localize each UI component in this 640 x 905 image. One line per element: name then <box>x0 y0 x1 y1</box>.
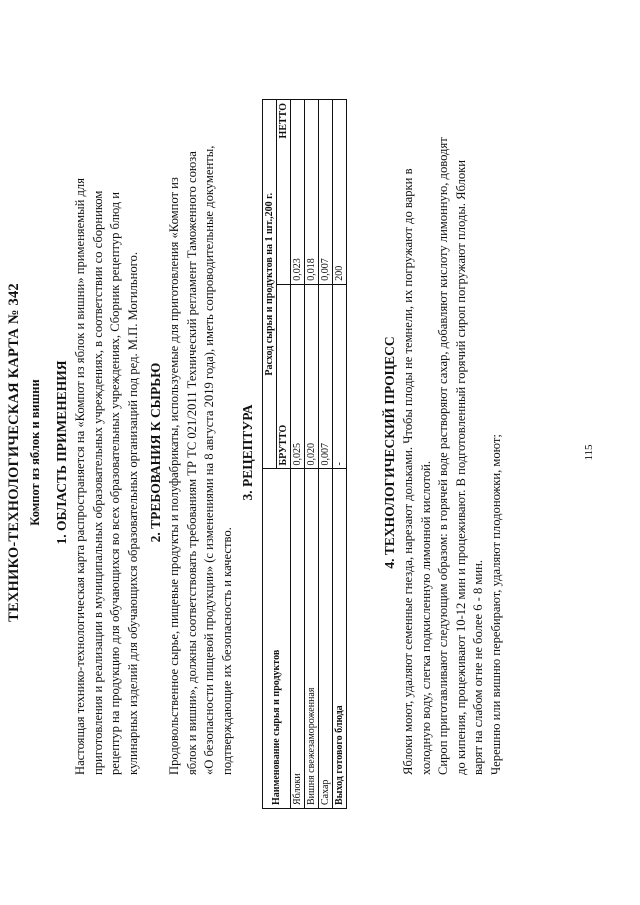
text-line: подтверждающие их безопасность и качество. <box>219 527 234 775</box>
cell-yield-netto: 200 <box>333 100 347 285</box>
table-row <box>291 100 305 809</box>
section-2-heading: 2. ТРЕБОВАНИЯ К СЫРЬЮ <box>148 362 163 543</box>
cell-brutto: 0,007 <box>319 284 333 469</box>
cell-netto: 0,007 <box>319 100 333 285</box>
text-line: яблок и вишни», должны соответствовать требованиям ТР ТС 021/2011 Технический регламент Таможенного союза <box>184 151 199 775</box>
text-line: до кипения, процеживают 10-12 мин и процеживают. В подготовленный горячий сироп погружают плоды. Яблоки <box>453 159 468 775</box>
col-header-group: Расход сырья и продуктов на 1 шт.,200 г. <box>263 100 277 469</box>
doc-title: ТЕХНИКО-ТЕХНОЛОГИЧЕСКАЯ КАРТА № 342 <box>6 283 22 622</box>
section-4-text <box>400 135 505 775</box>
text-line: Продовольственное сырье, пищевые продукты и полуфабрикаты, используемые для приготовления «Компот из <box>167 177 181 775</box>
cell-brutto: 0,020 <box>305 284 319 469</box>
page-number: 115 <box>583 444 595 461</box>
col-header-name: Наименование сырья и продуктов <box>263 469 291 809</box>
text-line: Сироп приготавливают следующим образом: в горячей воде растворяют сахар, добавляют кислоту лимонную, доводят <box>436 137 450 775</box>
cell-name: Сахар <box>319 469 333 809</box>
text-line: кулинарных изделий для обучающихся образовательных организаций под ред. М.П. Могильного. <box>125 252 140 775</box>
dish-name: Компот из яблок и вишни <box>28 379 42 526</box>
text-line: Черешню или вишню перебирают, удаляют плодоножки, моют; <box>488 434 503 775</box>
text-line: приготовления и реализации в муниципальных образовательных учреждениях, в соответствии со сборником <box>90 190 105 775</box>
cell-yield-name: Выход готового блюда <box>333 469 347 809</box>
section-4-heading: 4. ТЕХНОЛОГИЧЕСКИЙ ПРОЦЕСС <box>382 336 397 569</box>
table-row <box>319 100 333 809</box>
recipe-table <box>262 99 347 809</box>
text-line: «О безопасности пищевой продукции» (с изменениями на 8 августа 2019 года), иметь сопроводительные документы, <box>202 145 216 775</box>
cell-yield-brutto: - <box>333 284 347 469</box>
text-line: рецептур на продукцию для обучающихся во всех образовательных учреждениях, Сборник рецептур блюд и <box>108 192 122 775</box>
col-header-netto: НЕТТО <box>277 100 291 285</box>
text-line: Яблоки моют, удаляют семенные гнезда, нарезают дольками. Чтобы плоды не темнели, их погружают до варки в <box>401 168 415 775</box>
section-2-text <box>166 135 236 775</box>
col-header-brutto: БРУТТО <box>277 284 291 469</box>
table-header-row <box>263 100 277 809</box>
section-3-heading: 3. РЕЦЕПТУРА <box>240 404 255 501</box>
text-line: варят на слабом огне не более 6 - 8 мин. <box>471 559 485 775</box>
text-line: Настоящая технико-технологическая карта распространяется на «Компот из яблок и вишни» применяемый для <box>73 178 87 775</box>
section-1-heading: 1. ОБЛАСТЬ ПРИМЕНЕНИЯ <box>54 360 69 545</box>
cell-brutto: 0,025 <box>291 284 305 469</box>
table-yield-row <box>333 100 347 809</box>
cell-name: Яблоки <box>291 469 305 809</box>
table-row <box>305 100 319 809</box>
text-line: холодную воду, слегка подкисленную лимонной кислотой. <box>418 460 433 775</box>
cell-netto: 0,023 <box>291 100 305 285</box>
cell-name: Вишня свежезамороженная <box>305 469 319 809</box>
section-1-text <box>72 135 142 775</box>
cell-netto: 0,018 <box>305 100 319 285</box>
